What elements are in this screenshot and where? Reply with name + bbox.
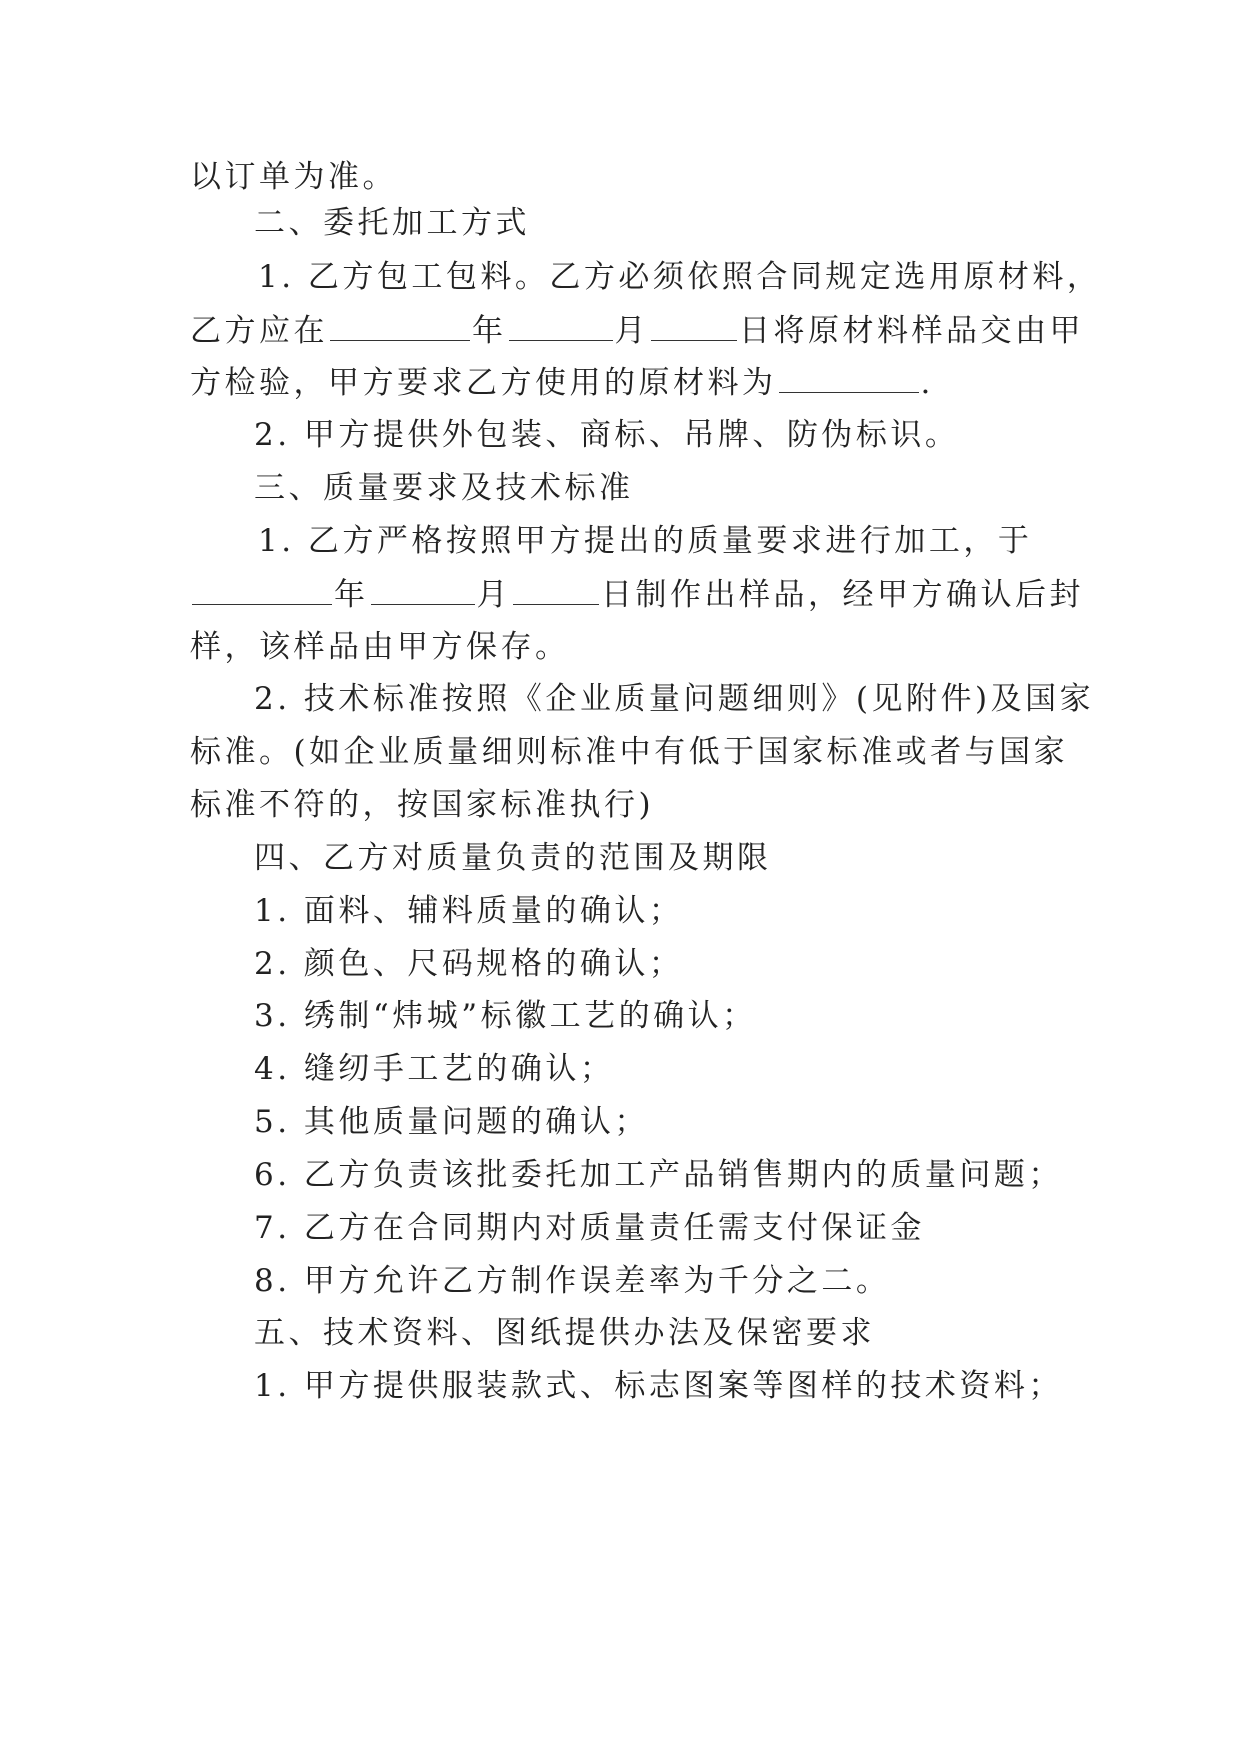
section-heading: 四、乙方对质量负责的范围及期限 — [254, 840, 772, 876]
list-item: 1. 甲方提供服装款式、标志图案等图样的技术资料； — [254, 1368, 1063, 1404]
list-item: 7. 乙方在合同期内对质量责任需支付保证金 — [254, 1210, 925, 1246]
list-item: 4. 缝纫手工艺的确认； — [254, 1051, 615, 1087]
list-item: 3. 绣制“炜城”标徽工艺的确认； — [254, 998, 757, 1034]
fill-blank-month — [509, 310, 613, 341]
fill-blank-month — [371, 574, 475, 605]
list-item: 6. 乙方负责该批委托加工产品销售期内的质量问题； — [254, 1157, 1063, 1193]
text-segment: 日将原材料样品交由甲 — [739, 313, 1084, 349]
paragraph-line — [190, 574, 1084, 614]
text-segment: . — [920, 365, 934, 401]
list-item: 2. 颜色、尺码规格的确认； — [254, 946, 684, 982]
text-segment: 年 — [472, 313, 507, 349]
text-segment: 方检验，甲方要求乙方使用的原材料为 — [190, 365, 777, 401]
paragraph-line: 1. 乙方严格按照甲方提出的质量要求进行加工，于 — [258, 523, 1033, 559]
paragraph-line — [190, 362, 934, 402]
paragraph-line: 2. 技术标准按照《企业质量问题细则》(见附件)及国家 — [254, 681, 1095, 717]
list-item: 8. 甲方允许乙方制作误差率为千分之二。 — [254, 1263, 891, 1299]
section-heading: 五、技术资料、图纸提供办法及保密要求 — [254, 1315, 875, 1351]
fill-blank-year — [330, 310, 470, 341]
paragraph-line: 1. 乙方包工包料。乙方必须依照合同规定选用原材料， — [258, 259, 1102, 295]
list-item: 5. 其他质量问题的确认； — [254, 1104, 649, 1140]
fill-blank-day — [651, 310, 737, 341]
paragraph-line: 标准不符的，按国家标准执行) — [190, 787, 655, 823]
text-segment: 年 — [334, 577, 369, 613]
text-segment: 乙方应在 — [190, 313, 328, 349]
section-heading: 二、委托加工方式 — [254, 205, 530, 241]
paragraph-line: 标准。(如企业质量细则标准中有低于国家标准或者与国家 — [190, 734, 1069, 770]
paragraph-line: 以订单为准。 — [190, 159, 397, 195]
list-item: 1. 面料、辅料质量的确认； — [254, 893, 684, 929]
text-segment: 月 — [614, 313, 649, 349]
paragraph-line: 样，该样品由甲方保存。 — [190, 629, 570, 665]
fill-blank-material — [779, 362, 919, 393]
fill-blank-year — [192, 574, 332, 605]
section-heading: 三、质量要求及技术标准 — [254, 470, 634, 506]
paragraph-line: 2. 甲方提供外包装、商标、吊牌、防伪标识。 — [254, 417, 960, 453]
text-segment: 日制作出样品，经甲方确认后封 — [601, 577, 1084, 613]
paragraph-line — [190, 310, 1084, 350]
fill-blank-day — [513, 574, 599, 605]
text-segment: 月 — [476, 577, 511, 613]
